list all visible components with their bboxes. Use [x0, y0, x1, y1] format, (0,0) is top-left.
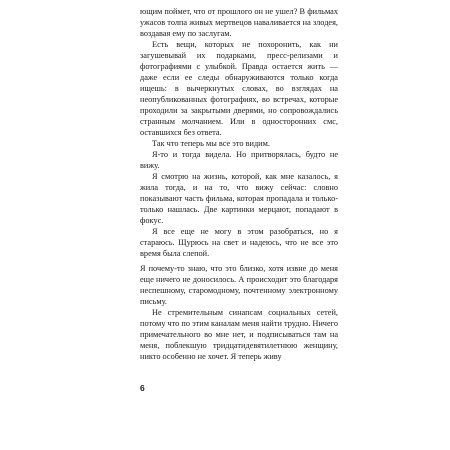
paragraph: Я-то и тогда видела. Но притворялась, будто не вижу. — [140, 150, 338, 170]
text-block-top — [140, 6, 338, 259]
text-block-bottom — [140, 263, 338, 362]
page-number: 6 — [140, 383, 145, 393]
paragraph: Я почему-то знаю, что это близко, хотя извне до меня еще ничего не доносилось. А происходит это благодаря неспешному, старомодному, почтенному электронному письму. — [140, 264, 338, 306]
paragraph: Есть вещи, которых не похоронить, как ни загушевывай их подарками, пресс-релизами и фотографиями с улыбкой. Правда остается жить — даже если ее следы обнаруживаются только когда ищешь: в вычеркнутых словах, во взглядах на неопубликованных фотографиях, во встречах, которые проходили за закрытыми дверями, но сопровождались странным молчанием. Или в односторонних смс, оставшихся без ответа. — [140, 40, 338, 137]
paragraph: Я все еще не могу в этом разобраться, но я стараюсь. Щурюсь на свет и надеюсь, что не все это время была слепой. — [140, 227, 338, 258]
paragraph: ющим поймет, что от прошлого он не ушел? В фильмах ужасов толпа живых мертвецов наваливается на злодея, воздавая ему по заслугам. — [140, 7, 338, 38]
paragraph: Я смотрю на жизнь, которой, как мне казалось, я жила тогда, и на то, что вижу сейчас: словно показывают часть фильма, которая пропадала и только-только нашлась. Две картинки мерцают, попадают в фокус. — [140, 172, 338, 225]
paragraph: Не стремительным синапсам социальных сетей, потому что по этим каналам меня найти трудно. Ничего примечательного во мне нет, и подписываться там на меня, поблекшую тридцатидевятилетнюю женщину, никто особенно не хочет. Я теперь живу — [140, 308, 338, 361]
paragraph: Так что теперь мы все это видим. — [152, 139, 270, 148]
